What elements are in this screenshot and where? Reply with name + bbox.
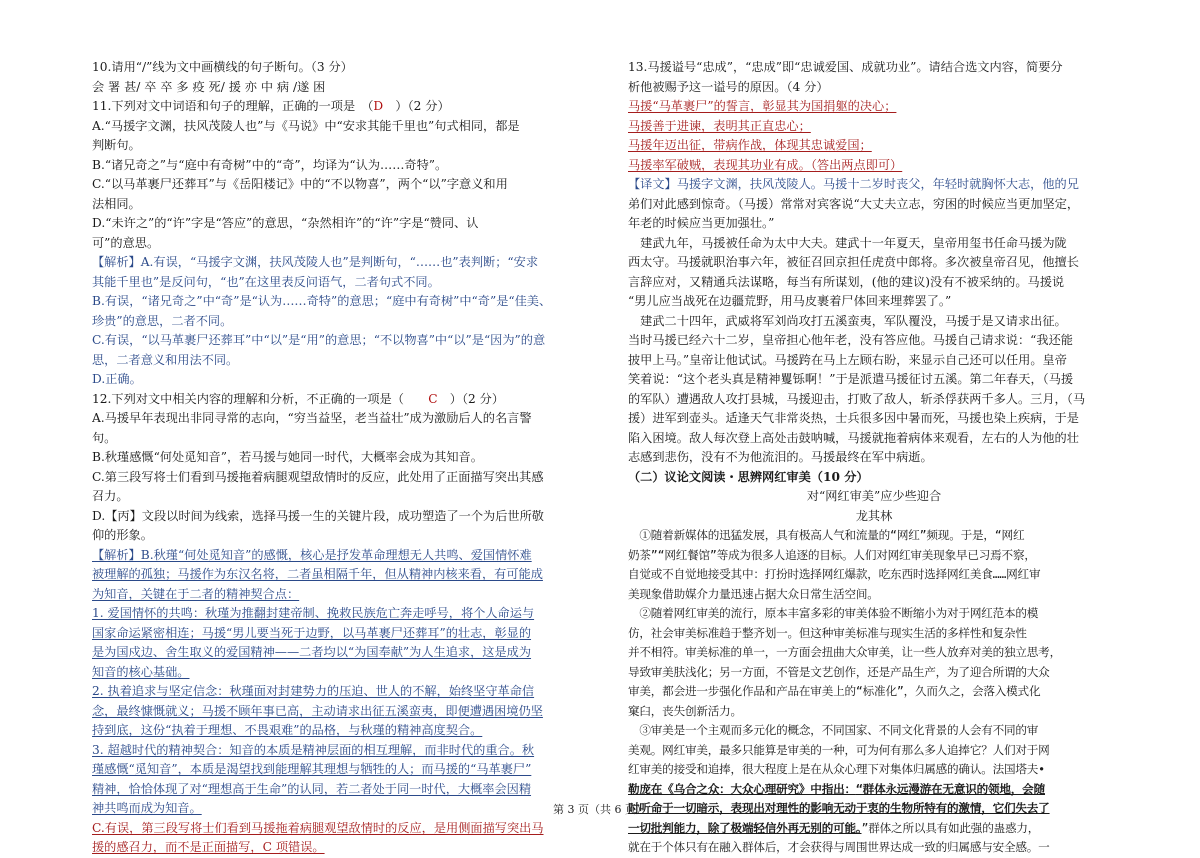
essay-line: 美现象借助媒介力量迅速占据大众日常生活空间。: [628, 586, 879, 601]
q11-analysis-line: B.有误，“诸兄奇之”中“奇”是“认为……奇特”的意思；“庭中有奇树”中“奇”是“佳美、: [92, 294, 552, 308]
translation-line: 当时马援已经六十二岁，皇帝担心他年老，没有答应他。马援自己请求说：“我还能: [628, 333, 1073, 347]
q12-analysis-c-line: C.有误，第三段写将士们看到马援拖着病腿观望敌情时的反应，是用侧面描写突出马: [92, 820, 544, 835]
translation-line: 【译文】马援字文渊，扶风茂陵人。马援十二岁时丧父，年轻时就胸怀大志，他的兄: [628, 177, 1079, 191]
q13-answer-line: 马援“马革裹尸”的誓言，彰显其为国捐躯的决心；: [628, 99, 897, 113]
q12-option-line: B.秋瑾感慨“何处觅知音”，若马援与她同一时代，大概率会成为其知音。: [92, 450, 483, 464]
q12-analysis-line: 持到底，这份“执着于理想、不畏艰难”的品格，与秋瑾的精神高度契合。: [92, 723, 483, 737]
translation-line: 的军队）遭遇敌人攻打县城，马援迎击，打败了敌人，斩杀俘获两千多人。三月，（马: [628, 391, 1086, 406]
essay-line: 导致审美肤浅化；另一方面，不管是文艺创作，还是产品生产，为了迎合所谓的大众: [628, 664, 1050, 679]
q12-analysis-line: 国家命运紧密相连；马援“男儿要当死于边野，以马革裹尸还葬耳”的壮志，彰显的: [92, 625, 532, 640]
essay-line: 审美，都会进一步强化作品和产品在审美上的“标准化”，久而久之，会落入模式化: [628, 684, 1041, 698]
translation-line: 年老的时候应当更加强壮。”: [628, 216, 775, 230]
q13-answer-line: 马援善于进谏，表明其正直忠心；: [628, 118, 811, 133]
q12-analysis-line: 3. 超越时代的精神契合：知音的本质是精神层面的相互理解，而非时代的重合。秋: [92, 742, 535, 757]
essay-line: 仿，社会审美标准趋于整齐划一。但这种审美标准与现实生活的多样性和复杂性: [628, 625, 1027, 640]
translation-line: 披甲上马。”皇帝让他试试。马援跨在马上左顾右盼，来显示自己还可以任用。皇帝: [628, 352, 1067, 367]
quote-end: ”群体之所以具有如此强的蛊惑力，: [861, 820, 1040, 835]
essay-line: 红审美的接受和追捧，很大程度上是在从众心理下对集体归属感的确认。法国塔夫•: [628, 762, 1045, 776]
translation-line: 建武二十四年，武威将军刘尚攻打五溪蛮夷，军队覆没，马援于是又请求出征。: [628, 313, 1067, 328]
q12-analysis-line: 被理解的孤独；马援作为东汉名将，二者虽相隔千年，但从精神内核来看，有可能成: [92, 567, 543, 581]
translation-line: 言辞应对，又精通兵法谋略，每当有所谋划，(他的建议)没有不被采纳的。马援说: [628, 274, 1065, 289]
q11-option-line: B.“诸兄奇之”与“庭中有奇树”中的“奇”，均译为“认为……奇特”。: [92, 157, 448, 172]
q10-title: 10.请用“/”线为文中画横线的句子断句。（3 分）: [92, 60, 353, 74]
right-column: [628, 58, 1120, 858]
q12-analysis-line: 是为国戍边、舍生取义的爱国精神——二者均以“为国奉献”为人生追求，这是成为: [92, 645, 532, 659]
essay-line: 一切批判能力，除了极端轻信外再无别的可能。”群体之所以具有如此强的蛊惑力，: [628, 820, 1040, 835]
essay-line: 就在于个体只有在融入群体后，才会获得与周围世界达成一致的归属感与安全感。一: [628, 840, 1050, 854]
q12-analysis-line: 念，最终慷慨就义；马援不顾年事已高，主动请求出征五溪蛮夷，即便遭遇困境仍坚: [92, 703, 543, 718]
essay-line: ①随着新媒体的迅猛发展，具有极高人气和流量的“网红”频现。于是，“网红: [628, 528, 1025, 542]
essay-quote-line: 时听命于一切暗示，表现出对理性的影响无动于衷的生物所特有的激情，它们失去了: [628, 801, 1050, 815]
q12-option-line: 句。: [92, 430, 117, 445]
q13-title-line: 13.马援谥号“忠成”，“忠成”即“忠诚爱国、成就功业”。请结合选文内容，简要分: [628, 60, 1063, 74]
q12-analysis-c-line: 援的感召力，而不是正面描写，C 项错误。: [92, 840, 325, 854]
q12-option-line: 仰的形象。: [92, 528, 153, 542]
essay-author: 龙其林: [855, 508, 893, 523]
q12-option-line: D.【丙】文段以时间为线索，选择马援一生的关键片段，成功塑造了一个为后世所敬: [92, 508, 544, 523]
q12-answer-letter: C: [428, 391, 438, 406]
translation-line: 弟们对此感到惊奇。（马援）常常对宾客说“大丈夫立志，穷困的时候应当更加坚定，: [628, 196, 1080, 211]
q11-analysis-line: 【解析】A.有误，“马援字文渊，扶风茂陵人也”是判断句，“……也”表判断；“安求: [92, 255, 539, 269]
essay-line: 勒庞在《乌合之众：大众心理研究》中指出：“群体永远漫游在无意识的领地，会随: [628, 781, 1045, 796]
q11-analysis-line: 思，二者意义和用法不同。: [92, 352, 239, 367]
q12-analysis-line: 精神，恰恰体现了对“理想高于生命”的认同，若二者处于同一时代，大概率会因精: [92, 781, 532, 796]
q12-analysis-line: 2. 执着追求与坚定信念：秋瑾面对封建势力的压迫、世人的不解，始终坚守革命信: [92, 684, 535, 698]
essay-line: 自觉或不自觉地接受其中：打扮时选择网红爆款，吃东西时选择网红美食……网红审: [628, 567, 1041, 581]
translation-line: 陷入困境。敌人每次登上高处击鼓呐喊，马援就拖着病体来观看，左右的人为他的壮: [628, 430, 1079, 445]
translation-line: “男儿应当战死在边疆荒野，用马皮裹着尸体回来埋葬罢了。”: [628, 294, 952, 308]
q12-option-line: 召力。: [92, 489, 129, 503]
essay-line: 并不相符。审美标准的单一，一方面会扭曲大众审美，让一些人放弃对美的独立思考，: [628, 645, 1061, 659]
essay-line: 美观。网红审美，最多只能算是审美的一种，可为何有那么多人追捧它？人们对于网: [628, 742, 1050, 757]
essay-line: 奶茶”“网红餐馆”等成为很多人追逐的目标。人们对网红审美现象早已习焉不察，: [628, 547, 1036, 562]
q12-option-line: A.马援早年表现出非同寻常的志向，“穷当益坚，老当益壮”成为激励后人的名言警: [92, 411, 532, 425]
q12-title: 12.下列对文中相关内容的理解和分析，不正确的一项是（ C ）（2 分）: [92, 391, 505, 406]
essay-line: 窠臼，丧失创新活力。: [628, 703, 742, 718]
essay-line: ②随着网红审美的流行，原本丰富多彩的审美体验不断缩小为对于网红范本的模: [628, 606, 1039, 620]
q12-analysis-line: 【解析】B.秋瑾“何处觅知音”的感慨，核心是抒发革命理想无人共鸣、爱国情怀难: [92, 547, 532, 562]
q11-option-line: 法相同。: [92, 196, 141, 211]
q11-option-line: D.“未许之”的“许”字是“答应”的意思，“杂然相许”的“许”字是“赞同、认: [92, 216, 479, 230]
q12-analysis-line: 神共鸣而成为知音。: [92, 801, 202, 815]
q12-analysis-line: 知音的核心基础。: [92, 664, 190, 679]
q11-option-line: 判断句。: [92, 138, 141, 152]
left-column: [92, 58, 582, 858]
translation-line: 西太守。马援就职治事六年，被征召回京担任虎贲中郎将。多次被皇帝召见，他擅长: [628, 255, 1079, 269]
q11-analysis-line: 珍贵”的意思，二者不同。: [92, 313, 233, 328]
translation-line: 建武九年，马援被任命为太中大夫。建武十一年夏天，皇帝用玺书任命马援为陇: [628, 235, 1067, 250]
q11-option-line: 可”的意思。: [92, 235, 160, 250]
quote-start: “群体永远漫游在无意识的领地，会随: [855, 781, 1045, 796]
q10-answer: 会 署 甚/ 卒 卒 多 疫 死/ 援 亦 中 病 /遂 困: [92, 79, 326, 94]
q13-title-line: 析他被赐予这一谥号的原因。（4 分）: [628, 79, 829, 94]
q12-analysis-line: 为知音，关键在于二者的精神契合点：: [92, 586, 300, 601]
q11-title: 11.下列对文中词语和句子的理解，正确的一项是 （D ）（2 分）: [92, 99, 450, 113]
q12-option-line: C.第三段写将士们看到马援拖着病腿观望敌情时的反应，此处用了正面描写突出其感: [92, 469, 544, 484]
q11-analysis-line: 其能千里也”是反问句，“也”在这里表反问语气，二者句式不同。: [92, 274, 440, 289]
q12-analysis-line: 1. 爱国情怀的共鸣：秋瑾为推翻封建帝制、挽救民族危亡奔走呼号，将个人命运与: [92, 606, 535, 620]
q13-answer-line: 马援率军破贼，表现其功业有成。（答出两点即可）: [628, 157, 903, 172]
q11-option-line: C.“以马革裹尸还葬耳”与《岳阳楼记》中的“不以物喜”，两个“以”字意义和用: [92, 177, 508, 191]
section-heading: （二）议论文阅读・思辨网红审美（10 分）: [628, 469, 869, 484]
q12-analysis-line: 瑾感慨“觅知音”，本质是渴望找到能理解其理想与牺牲的人；而马援的“马革裹尸”: [92, 762, 532, 776]
essay-line: ③审美是一个主观而多元化的概念，不同国家、不同文化背景的人会有不同的审: [628, 723, 1039, 737]
translation-line: 援）进军到壶头。适逢天气非常炎热，士兵很多因中暑而死，马援也染上疾病，于是: [628, 411, 1079, 425]
q11-analysis-line: D.正确。: [92, 372, 142, 386]
translation-line: 笑着说：“这个老头真是精神矍铄啊！”于是派遣马援征讨五溪。第二年春天，（马援: [628, 372, 1074, 386]
q11-answer-letter: D: [373, 99, 384, 113]
q11-analysis-line: C.有误，“以马革裹尸还葬耳”中“以”是“用”的意思；“不以物喜”中“以”是“因为”的意: [92, 333, 546, 347]
translation-line: 志感到悲伤，没有不为他流泪的。马援最终在军中病逝。: [628, 450, 933, 464]
page-footer: 第 3 页（共 6 页）: [553, 803, 647, 816]
q11-option-line: A.“马援字文渊，扶风茂陵人也”与《马说》中“安求其能千里也”句式相同，都是: [92, 118, 520, 133]
essay-title: 对“网红审美”应少些迎合: [806, 489, 942, 503]
q13-answer-line: 马援年迈出征，带病作战，体现其忠诚爱国；: [628, 138, 872, 152]
